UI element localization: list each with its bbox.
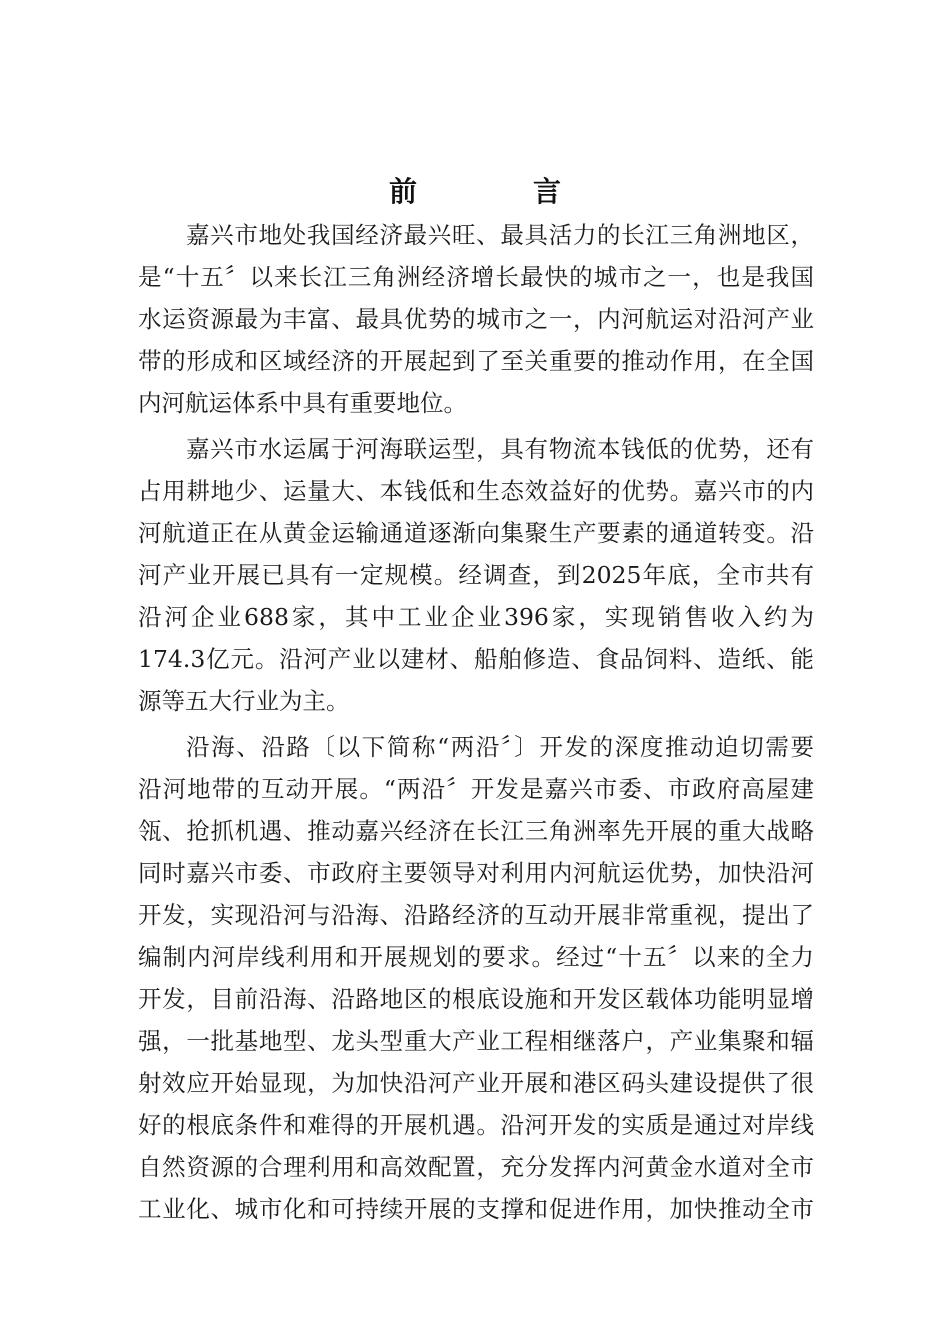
text-line: 工业化、城市化和可持续开展的支撑和促进作用，加快推动全市 bbox=[138, 1195, 814, 1223]
text-line: 自然资源的合理利用和高效配置，充分发挥内河黄金水道对全市 bbox=[138, 1153, 814, 1181]
text-line: 是“十五〞以来长江三角洲经济增长最快的城市之一，也是我国 bbox=[138, 263, 814, 291]
text-line: 河航道正在从黄金运输通道逐渐向集聚生产要素的通道转变。沿 bbox=[138, 519, 814, 547]
paragraph bbox=[138, 428, 814, 722]
text-line: 沿河企业688家，其中工业企业396家，实现销售收入约为 bbox=[138, 603, 814, 631]
text-line: 好的根底条件和难得的开展机遇。沿河开发的实质是通过对岸线 bbox=[138, 1111, 814, 1139]
text-line: 占用耕地少、运量大、本钱低和生态效益好的优势。嘉兴市的内 bbox=[138, 477, 814, 505]
text-line: 174.3亿元。沿河产业以建材、船舶修造、食品饲料、造纸、能 bbox=[138, 645, 814, 673]
text-line: 强，一批基地型、龙头型重大产业工程相继落户，产业集聚和辐 bbox=[138, 1027, 814, 1055]
text-line: 射效应开始显现，为加快沿河产业开展和港区码头建设提供了很 bbox=[138, 1069, 814, 1097]
text-line: 水运资源最为丰富、最具优势的城市之一，内河航运对沿河产业 bbox=[138, 305, 814, 333]
text-line: 同时嘉兴市委、市政府主要领导对利用内河航运优势，加快沿河 bbox=[138, 859, 814, 887]
text-line: 带的形成和区域经济的开展起到了至关重要的推动作用，在全国 bbox=[138, 347, 814, 375]
text-line: 沿河地带的互动开展。“两沿〞开发是嘉兴市委、市政府高屋建 bbox=[138, 775, 814, 803]
text-line: 编制内河岸线利用和开展规划的要求。经过“十五〞以来的全力 bbox=[138, 943, 814, 971]
paragraph bbox=[138, 726, 814, 1230]
text-line: 开发，实现沿河与沿海、沿路经济的互动开展非常重视，提出了 bbox=[138, 901, 814, 929]
text-line: 河产业开展已具有一定规模。经调查，到2025年底，全市共有 bbox=[138, 561, 814, 589]
body-text bbox=[138, 214, 814, 1230]
text-line: 嘉兴市水运属于河海联运型，具有物流本钱低的优势，还有 bbox=[186, 435, 814, 463]
text-line: 瓴、抢抓机遇、推动嘉兴经济在长江三角洲率先开展的重大战略 bbox=[138, 817, 814, 845]
text-line: 源等五大行业为主。 bbox=[138, 687, 350, 715]
text-line: 开发，目前沿海、沿路地区的根底设施和开发区载体功能明显增 bbox=[138, 985, 814, 1013]
text-line: 内河航运体系中具有重要地位。 bbox=[138, 389, 467, 417]
page-title: 前 言 bbox=[388, 175, 605, 208]
text-line: 嘉兴市地处我国经济最兴旺、最具活力的长江三角洲地区， bbox=[186, 221, 814, 249]
paragraph bbox=[138, 214, 814, 424]
text-line: 沿海、沿路〔以下简称“两沿〞〕开发的深度推动迫切需要 bbox=[186, 733, 814, 761]
